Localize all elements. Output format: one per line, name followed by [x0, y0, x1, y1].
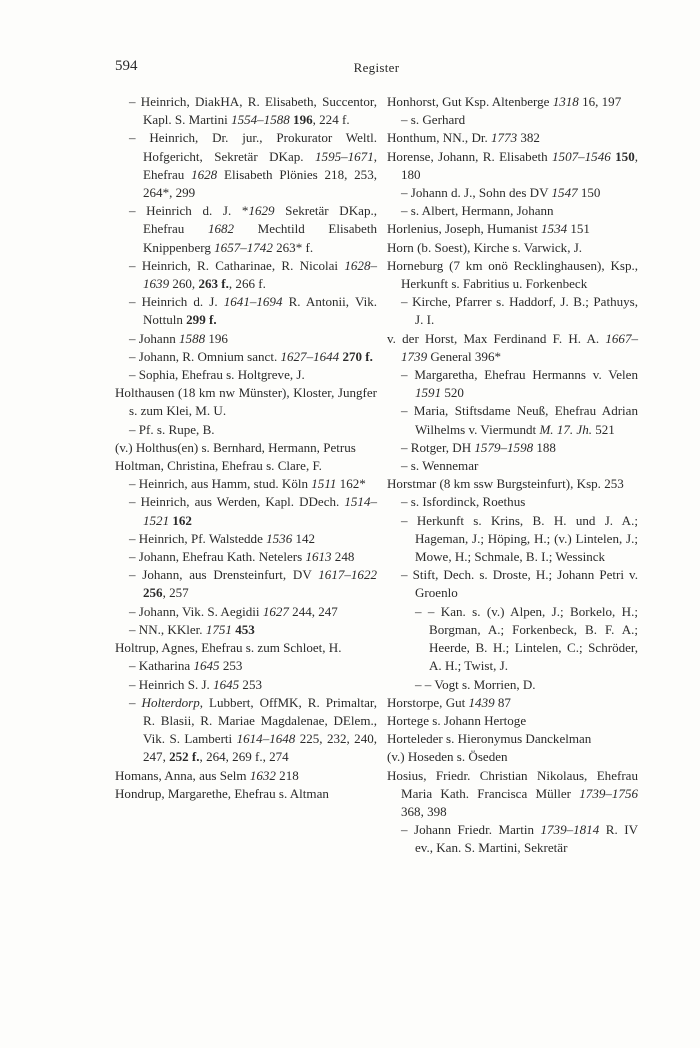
left-column	[115, 93, 377, 1033]
entry-text: – Heinrich, aus Hamm, stud. Köln	[129, 476, 312, 492]
entry-text: – – Vogt s. Morrien, D.	[415, 676, 536, 692]
index-entry	[387, 220, 638, 238]
entry-date: 1579–1598	[474, 439, 534, 455]
index-entry	[115, 548, 377, 566]
entry-text: Honhorst, Gut Ksp. Altenberge	[387, 94, 553, 109]
index-entry	[115, 129, 377, 202]
index-entry	[115, 293, 377, 329]
index-entry	[115, 621, 377, 639]
entry-text: , 266 f.	[228, 276, 266, 292]
entry-main-ref: 453	[235, 621, 255, 637]
entry-text: – Johann	[129, 330, 180, 346]
entry-text: Hortege s. Johann Hertoge	[387, 712, 527, 728]
entry-text: – s. Wennemar	[401, 458, 479, 474]
entry-text: – Maria, Stiftsdame Neuß, Ehefrau Adrian Wilhelms v. Viermundt	[401, 403, 638, 437]
entry-text: – Johann, Ehefrau Kath. Netelers	[129, 549, 306, 565]
entry-date: 1591	[415, 385, 442, 401]
entry-date: 1739–1756	[579, 785, 638, 801]
entry-text: 16, 197	[578, 94, 622, 109]
entry-text: – Heinrich, Pf. Walstedde	[129, 530, 267, 546]
entry-date: 1439	[468, 694, 495, 710]
entry-text: – Heinrich d. J. *	[129, 203, 249, 219]
entry-date: 1318	[552, 94, 579, 109]
entry-text: Horteleder s. Hieronymus Danckelman	[387, 731, 592, 747]
entry-main-ref: 162	[172, 512, 192, 528]
index-entry	[387, 767, 638, 822]
entry-main-ref: 299 f.	[186, 312, 217, 328]
entry-date: 1751	[205, 621, 232, 637]
index-entry	[115, 493, 377, 529]
entry-date: 1534	[541, 221, 568, 237]
index-entry	[115, 421, 377, 439]
entry-text: Elisabeth Plönies 218, 253, 264*, 299	[143, 166, 377, 201]
index-entry	[115, 657, 377, 675]
index-entry	[387, 239, 638, 257]
index-entry	[115, 767, 377, 785]
entry-date: 1632	[249, 767, 276, 783]
entry-text: Horstorpe, Gut	[387, 694, 469, 710]
index-entry	[387, 93, 638, 111]
entry-main-ref: 256	[143, 585, 163, 601]
entry-text: – Rotger, DH	[401, 439, 475, 455]
entry-text: , 257	[162, 585, 189, 601]
index-entry	[387, 330, 638, 366]
entry-text: 521	[591, 421, 615, 437]
entry-date: 1514–1521	[143, 494, 377, 528]
entry-text: Horense, Johann, R. Elisabeth	[387, 148, 553, 164]
entry-date: 1627–1644	[280, 348, 340, 364]
entry-text: Hondrup, Margarethe, Ehefrau s. Altman	[115, 785, 329, 801]
entry-text: – Margaretha, Ehefrau Hermanns v. Velen	[401, 367, 638, 383]
index-entry	[387, 712, 638, 730]
entry-date: 1773	[491, 130, 518, 146]
index-entry	[115, 530, 377, 548]
entry-text: Horn (b. Soest), Kirche s. Varwick, J.	[387, 239, 583, 255]
entry-date: 1617–1622	[318, 567, 377, 583]
index-entry	[387, 366, 638, 402]
entry-text: – Stift, Dech. s. Droste, H.; Johann Petri v. Groenlo	[401, 567, 638, 601]
entry-date: 1547	[551, 185, 578, 201]
index-entry	[387, 475, 638, 493]
entry-text: – Johann, aus Drensteinfurt, DV	[129, 567, 319, 583]
index-entry	[115, 330, 377, 348]
index-entry	[115, 366, 377, 384]
entry-text: – Heinrich S. J.	[129, 676, 214, 692]
page-header	[115, 58, 638, 78]
page-number: 594	[115, 58, 138, 74]
entry-text: 253	[219, 658, 243, 674]
index-entry	[387, 566, 638, 602]
index-entry	[387, 439, 638, 457]
entry-text: , 224 f.	[312, 112, 350, 128]
entry-text: 263* f.	[272, 239, 314, 255]
index-entry	[387, 512, 638, 567]
entry-text: – Johann, R. Omnium sanct.	[129, 348, 281, 364]
entry-text: Holtman, Christina, Ehefrau s. Clare, F.	[115, 458, 322, 474]
entry-main-ref: 196	[293, 112, 313, 128]
entry-text: , 180	[401, 148, 638, 182]
entry-text: – Herkunft s. Krins, B. H. und J. A.; Hageman, J.; Höping, H.; (v.) Lintelen, J.; Mowe, H.; Schmale, B. I.; Wessinck	[401, 512, 638, 565]
entry-text: 151	[567, 221, 590, 237]
index-entry	[387, 129, 638, 147]
entry-text: R. IV ev., Kan. S. Martini, Sekretär	[415, 822, 638, 856]
entry-text: – Johann, Vik. S. Aegidii	[129, 603, 263, 619]
index-entry	[387, 730, 638, 748]
entry-date: 1507–1546	[552, 148, 611, 164]
entry-text: 244, 247	[288, 603, 338, 619]
entry-text: Homans, Anna, aus Selm	[115, 767, 250, 783]
entry-text: – NN., KKler.	[129, 621, 206, 637]
index-entry	[387, 148, 638, 184]
entry-text: General 396*	[427, 348, 501, 364]
entry-text: , Lubbert, OffMK, R. Primaltar, R. Blasii, R. Mariae Magdalenae, DElem., Vik. S. Lamberti	[143, 694, 377, 747]
entry-date: 1595–1671	[315, 148, 374, 164]
entry-text: – Heinrich, Dr. jur., Prokurator Weltl. Hofgericht, Sekretär DKap.	[129, 130, 377, 164]
index-entry	[387, 184, 638, 202]
entry-text: Horneburg (7 km onö Recklinghausen), Ksp., Herkunft s. Fabritius u. Forkenbeck	[387, 257, 638, 292]
entry-text: – Pf. s. Rupe, B.	[129, 421, 215, 437]
entry-text: – – Kan. s. (v.) Alpen, J.; Borkelo, H.; Borgman, A.; Forkenbeck, B. F. A.; Heerde, B. H.; Lintelen, C.; Schröder, A. H.; Twist, J.	[415, 603, 638, 674]
entry-date: 1667–1739	[401, 330, 638, 364]
entry-text: , 264, 269 f., 274	[199, 749, 289, 765]
index-entry	[115, 676, 377, 694]
index-entry	[387, 293, 638, 329]
entry-main-ref: 270 f.	[342, 348, 373, 364]
entry-text: – Kirche, Pfarrer s. Haddorf, J. B.; Pathuys, J. I.	[401, 294, 638, 328]
entry-text: – Johann Friedr. Martin	[401, 822, 541, 838]
entry-date: 1645	[193, 658, 220, 674]
entry-text: Horlenius, Joseph, Humanist	[387, 221, 542, 237]
index-entry	[115, 566, 377, 602]
entry-text: – Heinrich, R. Catharinae, R. Nicolai	[129, 257, 345, 273]
index-entry	[115, 639, 377, 657]
index-entry	[115, 475, 377, 493]
entry-date: 1511	[311, 476, 337, 492]
index-entry	[387, 457, 638, 475]
entry-text: v. der Horst, Max Ferdinand F. H. A.	[387, 330, 606, 346]
entry-text: R. Antonii, Vik. Nottuln	[143, 294, 377, 328]
entry-text: Holtrup, Agnes, Ehefrau s. zum Schloet, H.	[115, 640, 342, 656]
entry-text: Mechtild Elisabeth Knippenberg	[143, 221, 377, 255]
index-entry	[115, 384, 377, 420]
entry-date: 1628	[191, 166, 218, 182]
index-entry	[387, 676, 638, 694]
entry-date: 1554–1588	[231, 112, 290, 128]
entry-text: Horstmar (8 km ssw Burgsteinfurt), Ksp. 253	[387, 476, 624, 492]
index-entry	[387, 603, 638, 676]
entry-text: 87	[494, 694, 511, 710]
entry-date: 1682	[207, 221, 235, 237]
entry-text: – Heinrich, aus Werden, Kapl. DDech.	[129, 494, 345, 510]
entry-text: 368, 398	[401, 803, 447, 819]
entry-date: 1739–1814	[540, 822, 600, 838]
entry-text: – s. Gerhard	[401, 112, 466, 128]
entry-text: – Katharina	[129, 658, 194, 674]
entry-date: 1627	[262, 603, 289, 619]
entry-text: (v.) Hoseden s. Öseden	[387, 749, 508, 765]
entry-text: – s. Isfordinck, Roethus	[401, 494, 526, 510]
entry-text: – Sophia, Ehefrau s. Holtgreve, J.	[129, 367, 305, 383]
entry-text: 260,	[169, 276, 199, 292]
entry-text: 253	[239, 676, 263, 692]
index-entry	[115, 257, 377, 293]
entry-text: – Heinrich, DiakHA, R. Elisabeth, Succentor, Kapl. S. Martini	[129, 94, 377, 128]
entry-date: 1657–1742	[214, 239, 273, 255]
index-entry	[387, 257, 638, 293]
index-entry	[115, 603, 377, 621]
entry-text: Honthum, NN., Dr.	[387, 130, 492, 146]
entry-text: 150	[577, 185, 601, 201]
index-entry	[115, 785, 377, 803]
index-entry	[115, 439, 377, 457]
entry-text: Hosius, Friedr. Christian Nikolaus, Ehefrau Maria Kath. Francisca Müller	[387, 767, 638, 801]
entry-date: Holterdorp	[141, 694, 200, 710]
index-entry	[387, 402, 638, 438]
entry-date: 1628–1639	[143, 257, 377, 292]
index-entry	[387, 493, 638, 511]
entry-date: 1536	[266, 530, 293, 546]
entry-date: 1629	[248, 203, 275, 219]
index-columns	[115, 93, 638, 1033]
index-entry	[115, 694, 377, 767]
index-entry	[115, 93, 377, 129]
index-entry	[115, 348, 377, 366]
entry-text: Sekretär DKap., Ehefrau	[143, 203, 377, 237]
entry-date: 1645	[213, 676, 240, 692]
running-head: Register	[353, 60, 400, 75]
entry-date: 1613	[305, 549, 332, 565]
entry-text: – Johann d. J., Sohn des DV	[401, 185, 552, 201]
index-entry	[387, 748, 638, 766]
entry-date: 1641–1694	[223, 294, 283, 310]
entry-text: 218	[275, 767, 299, 783]
entry-text: 142	[292, 530, 316, 546]
entry-text: (v.) Holthus(en) s. Bernhard, Hermann, Petrus	[115, 439, 356, 455]
entry-text: 520	[441, 385, 464, 401]
entry-text: 248	[331, 549, 355, 565]
index-entry	[115, 457, 377, 475]
entry-text: , Ehefrau	[143, 148, 377, 182]
entry-text: 382	[517, 130, 540, 146]
entry-text: – s. Albert, Hermann, Johann	[401, 203, 554, 219]
entry-main-ref: 252 f.	[169, 749, 200, 765]
index-entry	[387, 202, 638, 220]
entry-date: M. 17. Jh.	[539, 421, 592, 437]
index-entry	[387, 821, 638, 857]
index-entry	[115, 202, 377, 257]
entry-main-ref: 263 f.	[198, 276, 229, 292]
entry-text: – Heinrich d. J.	[129, 294, 224, 310]
entry-text: Holthausen (18 km nw Münster), Kloster, Jungfer s. zum Klei, M. U.	[115, 385, 377, 419]
entry-text: 188	[533, 439, 556, 455]
entry-text: 196	[205, 330, 228, 346]
entry-date: 1614–1648	[236, 731, 296, 747]
right-column	[387, 93, 638, 1033]
entry-date: 1588	[179, 330, 206, 346]
index-entry	[387, 694, 638, 712]
entry-main-ref: 150	[615, 148, 635, 164]
entry-text: 225, 232, 240, 247,	[143, 731, 378, 765]
entry-text: 162*	[336, 476, 366, 492]
index-entry	[387, 111, 638, 129]
entry-text: –	[129, 694, 142, 710]
